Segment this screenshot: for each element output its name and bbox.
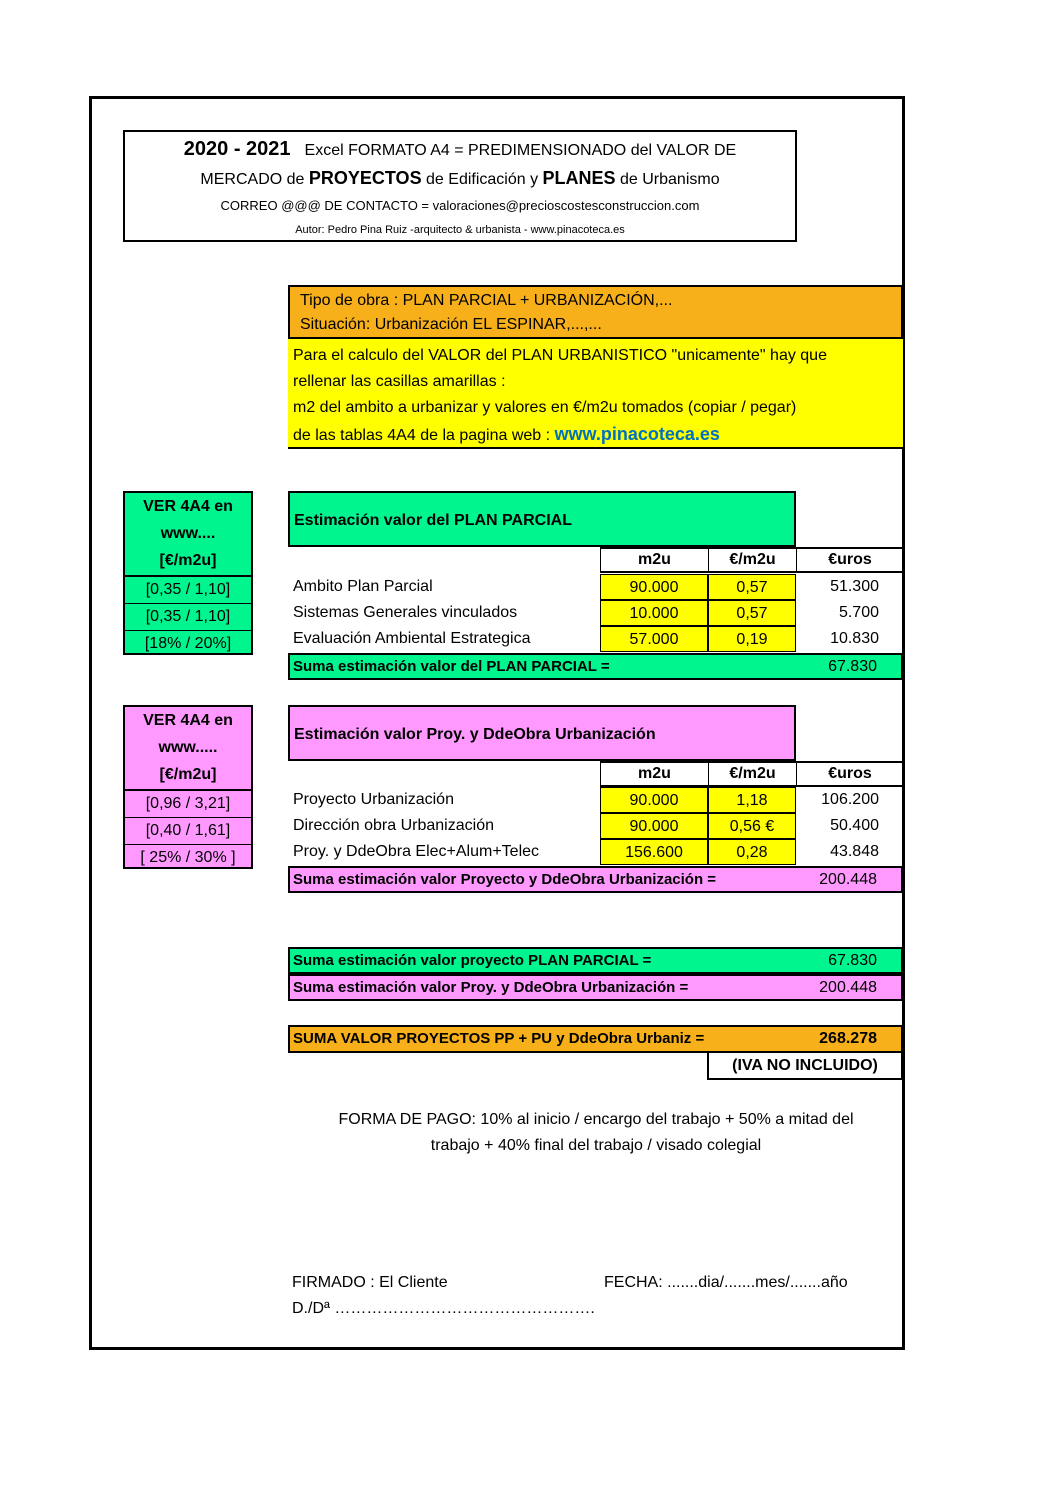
total-pp-value: 67.830: [828, 952, 877, 969]
pp-reference-box: [123, 491, 253, 655]
col-m2u: m2u: [600, 547, 708, 573]
pu-euros-value: 43.848: [830, 843, 879, 860]
tipo-obra: Tipo de obra : PLAN PARCIAL + URBANIZACIÓN,...: [300, 292, 673, 309]
header-planes: PLANES: [542, 168, 616, 188]
iva-note: (IVA NO INCLUIDO): [707, 1053, 903, 1080]
header-text: de Urbanismo: [615, 171, 720, 188]
instructions-line: rellenar las casillas amarillas :: [293, 373, 506, 390]
instructions-line: m2 del ambito a urbanizar y valores en €/m2u tomados (copiar / pegar): [293, 399, 797, 416]
pp-euros-value: 5.700: [838, 604, 879, 621]
pp-m2u-input[interactable]: 90.000: [600, 574, 708, 600]
pp-sum-value: 67.830: [828, 658, 877, 675]
pu-reference-header: [125, 707, 251, 791]
ref-line: www....: [160, 525, 216, 542]
col-eur-m2u: €/m2u: [708, 547, 796, 573]
payment-line: FORMA DE PAGO: 10% al inicio / encargo del trabajo + 50% a mitad del: [338, 1111, 854, 1128]
header-text: de Edificación y: [421, 171, 543, 188]
payment-line: trabajo + 40% final del trabajo / visado colegial: [430, 1137, 762, 1154]
instructions-text: de las tablas 4A4 de la pagina web :: [293, 427, 555, 444]
pu-eur-m2u-input[interactable]: 1,18: [708, 787, 796, 813]
signature-client: FIRMADO : El Cliente: [292, 1274, 448, 1291]
header-author: Autor: Pedro Pina Ruiz -arquitecto & urbanista - www.pinacoteca.es: [295, 224, 625, 236]
pp-section-title: Estimación valor del PLAN PARCIAL: [288, 491, 796, 547]
ref-line: VER 4A4 en: [143, 498, 233, 515]
pp-reference-header: [125, 493, 251, 577]
grand-total-row: [288, 1025, 903, 1053]
header-line-2: [125, 168, 795, 189]
pp-sum-row: [288, 653, 903, 680]
pu-section-title: Estimación valor Proy. y DdeObra Urbanización: [288, 705, 796, 761]
total-pu-label: Suma estimación valor Proy. y DdeObra Urbanización =: [293, 979, 689, 996]
pp-range: [0,35 / 1,10]: [125, 604, 251, 631]
header-line-1: [125, 138, 795, 161]
total-pp-row: [288, 947, 903, 974]
pu-range: [0,96 / 3,21]: [125, 791, 251, 818]
grand-total-label: SUMA VALOR PROYECTOS PP + PU y DdeObra Urbaniz =: [293, 1030, 705, 1047]
pu-m2u-input[interactable]: 90.000: [600, 787, 708, 813]
col-m2u: m2u: [600, 761, 708, 787]
payment-terms: [290, 1107, 902, 1159]
pu-eur-m2u-input[interactable]: 0,28: [708, 839, 796, 865]
ref-line: www.....: [158, 739, 218, 756]
instructions-line: [293, 421, 903, 449]
ref-line: [€/m2u]: [159, 766, 217, 783]
website-link[interactable]: www.pinacoteca.es: [554, 424, 720, 444]
pu-sum-value: 200.448: [819, 871, 877, 888]
header-text: MERCADO de: [200, 171, 309, 188]
pp-m2u-input[interactable]: 57.000: [600, 626, 708, 652]
col-euros: €uros: [796, 547, 903, 573]
total-pu-row: [288, 974, 903, 1001]
pu-euros-value: 50.400: [830, 817, 879, 834]
pp-row-label: Ambito Plan Parcial: [293, 578, 433, 595]
total-pu-value: 200.448: [819, 979, 877, 996]
pu-m2u-input[interactable]: 90.000: [600, 813, 708, 839]
pp-range: [18% / 20%]: [144, 635, 232, 652]
pp-eur-m2u-input[interactable]: 0,19: [708, 626, 796, 652]
header-contact: CORREO @@@ DE CONTACTO = valoraciones@precioscostesconstruccion.com: [220, 198, 700, 213]
pu-eur-m2u-input[interactable]: 0,56 €: [708, 813, 796, 839]
pu-sum-row: [288, 866, 903, 893]
pu-euros-value: 106.200: [821, 791, 879, 808]
pp-row-label: Sistemas Generales vinculados: [293, 604, 518, 621]
col-euros: €uros: [796, 761, 903, 787]
instructions-line: Para el calculo del VALOR del PLAN URBANISTICO "unicamente" hay que: [293, 347, 827, 364]
pp-row-label: Evaluación Ambiental Estrategica: [293, 630, 531, 647]
pp-eur-m2u-input[interactable]: 0,57: [708, 600, 796, 626]
pu-range: [ 25% / 30% ]: [140, 849, 236, 866]
tipo-obra-box: [288, 285, 903, 339]
pp-euros-value: 10.830: [830, 630, 879, 647]
pp-euros-value: 51.300: [830, 578, 879, 595]
pu-range: [0,40 / 1,61]: [125, 818, 251, 845]
pu-column-headers: [600, 761, 903, 787]
pu-row-label: Proyecto Urbanización: [293, 791, 454, 808]
pp-column-headers: [600, 547, 903, 573]
document-header: [123, 130, 797, 242]
pp-sum-label: Suma estimación valor del PLAN PARCIAL =: [293, 658, 610, 675]
pu-row-label: Dirección obra Urbanización: [293, 817, 494, 834]
header-title: Excel FORMATO A4 = PREDIMENSIONADO del VALOR DE: [304, 142, 737, 159]
pu-reference-box: [123, 705, 253, 869]
col-eur-m2u: €/m2u: [708, 761, 796, 787]
header-year: 2020 - 2021: [183, 138, 291, 160]
ref-line: [€/m2u]: [159, 552, 217, 569]
total-pp-label: Suma estimación valor proyecto PLAN PARCIAL =: [293, 952, 652, 969]
pu-sum-label: Suma estimación valor Proyecto y DdeObra Urbanización =: [293, 871, 717, 888]
pu-m2u-input[interactable]: 156.600: [600, 839, 708, 865]
pp-eur-m2u-input[interactable]: 0,57: [708, 574, 796, 600]
pp-range: [0,35 / 1,10]: [125, 577, 251, 604]
pu-row-label: Proy. y DdeObra Elec+Alum+Telec: [293, 843, 540, 860]
situacion: Situación: Urbanización EL ESPINAR,...,...: [300, 316, 602, 333]
header-proyectos: PROYECTOS: [308, 168, 422, 188]
ref-line: VER 4A4 en: [143, 712, 233, 729]
grand-total-value: 268.278: [819, 1030, 877, 1047]
instructions-box: [288, 339, 903, 449]
signature-name-line: D./Dª ………………………………………….: [292, 1300, 595, 1317]
signature-date: FECHA: .......dia/.......mes/.......año: [604, 1274, 848, 1291]
pp-m2u-input[interactable]: 10.000: [600, 600, 708, 626]
